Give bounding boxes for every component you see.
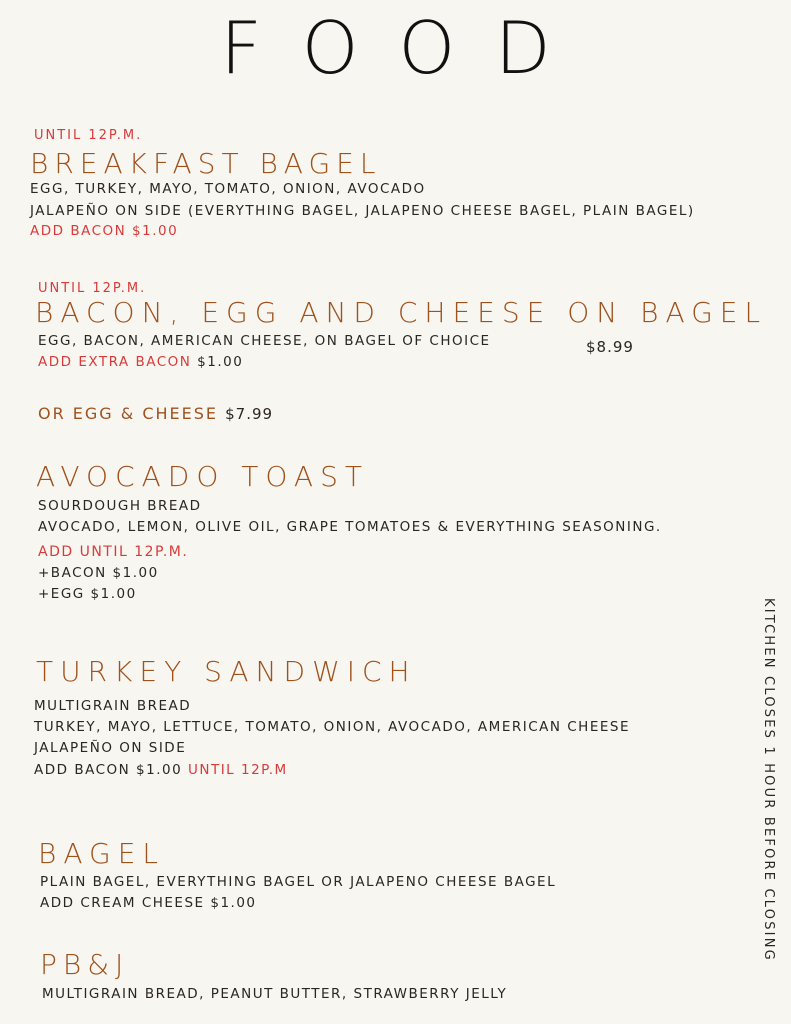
item-price: $8.99 xyxy=(586,338,634,356)
item-desc-line: PLAIN BAGEL, EVERYTHING BAGEL OR JALAPENO CHEESE BAGEL xyxy=(40,874,557,890)
alt-option xyxy=(38,404,273,423)
item-name-breakfast-bagel: BREAKFAST BAGEL xyxy=(30,147,382,180)
alt-label: OR EGG & CHEESE xyxy=(38,404,219,423)
addon-note: ADD UNTIL 12P.M. xyxy=(38,544,189,560)
addon-label: ADD BACON $1.00 xyxy=(34,762,183,778)
item-addon: ADD BACON $1.00 xyxy=(30,223,179,239)
addon-note: UNTIL 12P.M xyxy=(187,762,288,778)
item-desc-line: SOURDOUGH BREAD xyxy=(38,498,202,514)
item-name-avocado-toast: AVOCADO TOAST xyxy=(36,460,369,493)
item-note: UNTIL 12P.M. xyxy=(34,128,143,143)
extra-line: +BACON $1.00 xyxy=(38,565,159,581)
item-desc-line: AVOCADO, LEMON, OLIVE OIL, GRAPE TOMATOES & EVERYTHING SEASONING. xyxy=(38,519,662,535)
item-desc-line: JALAPEÑO ON SIDE (EVERYTHING BAGEL, JALAPENO CHEESE BAGEL, PLAIN BAGEL) xyxy=(30,203,695,219)
extra-line: +EGG $1.00 xyxy=(38,586,137,602)
item-note: UNTIL 12P.M. xyxy=(38,281,147,296)
item-desc-line: EGG, TURKEY, MAYO, TOMATO, ONION, AVOCADO xyxy=(30,181,426,197)
item-desc-line: MULTIGRAIN BREAD, PEANUT BUTTER, STRAWBERRY JELLY xyxy=(42,986,508,1002)
alt-price: $7.99 xyxy=(225,405,274,423)
addon-price: $1.00 xyxy=(197,354,244,370)
addon-label: ADD EXTRA BACON xyxy=(38,354,192,370)
item-name-bagel: BAGEL xyxy=(38,837,165,870)
page-title: FOOD xyxy=(220,6,591,90)
item-desc-line: ADD CREAM CHEESE $1.00 xyxy=(40,895,257,911)
item-name-pbj: PB&J xyxy=(40,948,130,981)
item-addon xyxy=(34,761,288,779)
item-addon xyxy=(38,353,243,371)
item-desc-line: JALAPEÑO ON SIDE xyxy=(34,740,187,756)
item-name-bacon-egg-cheese: BACON, EGG AND CHEESE ON BAGEL xyxy=(35,296,768,329)
item-desc-line: MULTIGRAIN BREAD xyxy=(34,698,192,714)
item-name-turkey-sandwich: TURKEY SANDWICH xyxy=(36,655,417,688)
item-desc-line: EGG, BACON, AMERICAN CHEESE, ON BAGEL OF CHOICE xyxy=(38,333,491,349)
kitchen-closing-note: KITCHEN CLOSES 1 HOUR BEFORE CLOSING xyxy=(761,598,776,962)
item-desc-line: TURKEY, MAYO, LETTUCE, TOMATO, ONION, AVOCADO, AMERICAN CHEESE xyxy=(34,719,630,735)
